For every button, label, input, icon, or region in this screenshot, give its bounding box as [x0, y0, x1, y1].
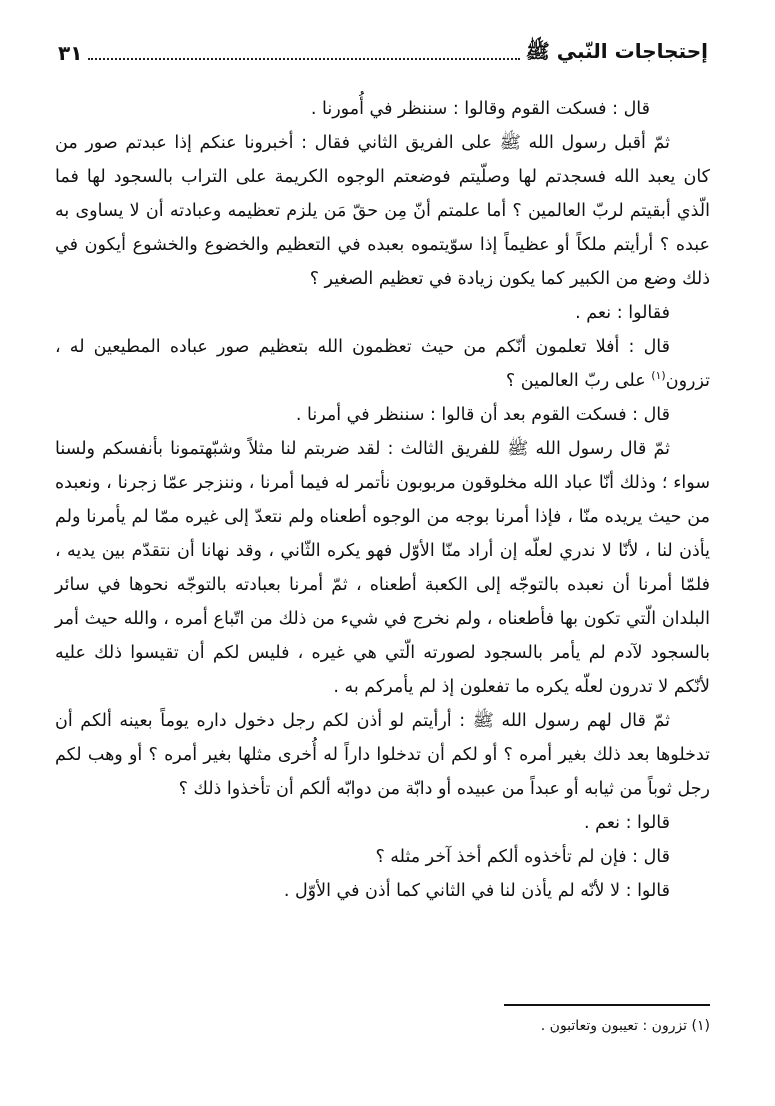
paragraph: قال : فسكت القوم بعد أن قالوا : سننظر في أمرنا .: [295, 405, 670, 425]
footnote-separator: [504, 1004, 710, 1006]
body-text: [55, 92, 710, 908]
header-leader-dots: [88, 58, 519, 60]
paragraph: قال : فإن لم تأخذوه ألكم أخذ آخر مثله ؟: [375, 847, 670, 867]
paragraph: ثمّ قال رسول الله ﷺ للفريق الثالث : لقد ضربتم لنا مثلاً وشبّهتمونا بأنفسكم ولسنا سواء ؛ وذلك أنّا عباد الله مخلوقون مربوبون نأتمر له فيما أمرنا ، وننزجر عمّا زجرنا ، ونعبده من حيث يريده منّا ، فإذا أمرنا بوجه من الوجوه أطعناه ولم نتعدّ إلى غيره ممّا لم يأمرنا ولم يأذن لنا ، لأنّا لا ندري لعلّه إن أراد منّا الأوّل فهو يكره الثّاني ، وقد نهانا أن نتقدّم بين يديه ، فلمّا أمرنا أن نعبده بالتوجّه إلى الكعبة أطعناه ، ثمّ أمرنا بعبادته بالتوجّه نحوها في سائر البلدان الّتي تكون بها فأطعناه ، ولم نخرج في شيء من ذلك من اتّباع أمره ، والله حيث أمر بالسجود لآدم لم يأمر بالسجود لصورته الّتي هي غيره ، فليس لكم أن تقيسوا ذلك عليه لأنّكم لا تدرون لعلّه يكره ما تفعلون إذ لم يأمركم به .: [55, 439, 710, 697]
page-number: ٣١: [58, 41, 83, 65]
paragraph-text-continued: على ربّ العالمين ؟: [505, 371, 652, 391]
footnote-marker: (١): [651, 369, 666, 383]
running-header: [58, 36, 708, 70]
paragraph: ثمّ قال لهم رسول الله ﷺ : أرأيتم لو أذن لكم رجل دخول داره يوماً بعينه ألكم أن تدخلوها بعد ذلك بغير أمره ؟ أو لكم أن تدخلوا داراً له أُخرى مثلها بغير أمره ؟ أو وهب لكم رجل ثوباً من ثيابه أو عبداً من عبيده أو دابّة من دوابّه ألكم أن تأخذوا ذلك ؟: [55, 711, 710, 799]
paragraph: قال : فسكت القوم وقالوا : سننظر في أُمورنا .: [310, 99, 650, 119]
header-title: إحتجاجات النّبي ﷺ: [525, 38, 708, 63]
paragraph: قالوا : نعم .: [583, 813, 670, 833]
paragraph-text: قال : أفلا تعلمون أنّكم من حيث تعظمون الله بتعظيم صور عباده المطيعين له ، تزرون: [55, 337, 710, 391]
paragraph: قالوا : لا لأنّه لم يأذن لنا في الثاني كما أذن في الأوّل .: [283, 881, 670, 901]
paragraph: فقالوا : نعم .: [575, 303, 670, 323]
paragraph: [55, 330, 710, 398]
paragraph: ثمّ أقبل رسول الله ﷺ على الفريق الثاني فقال : أخبرونا عنكم إذا عبدتم صور من كان يعبد الله فسجدتم لها وصلّيتم فوضعتم الوجوه الكريمة على التراب بالسجود لها فما الّذي أبقيتم لربّ العالمين ؟ أما علمتم أنّ مِن حقّ مَن يلزم تعظيمه وعبادته أن لا يساوى به عبده ؟ أرأيتم ملكاً أو عظيماً إذا سوّيتموه بعبده في التعظيم والخضوع والخشوع أيكون في ذلك وضع من الكبير كما يكون زيادة في تعظيم الصغير ؟: [55, 133, 710, 289]
footnote: (١) تزرون : تعيبون وتعاتبون .: [540, 1018, 710, 1034]
